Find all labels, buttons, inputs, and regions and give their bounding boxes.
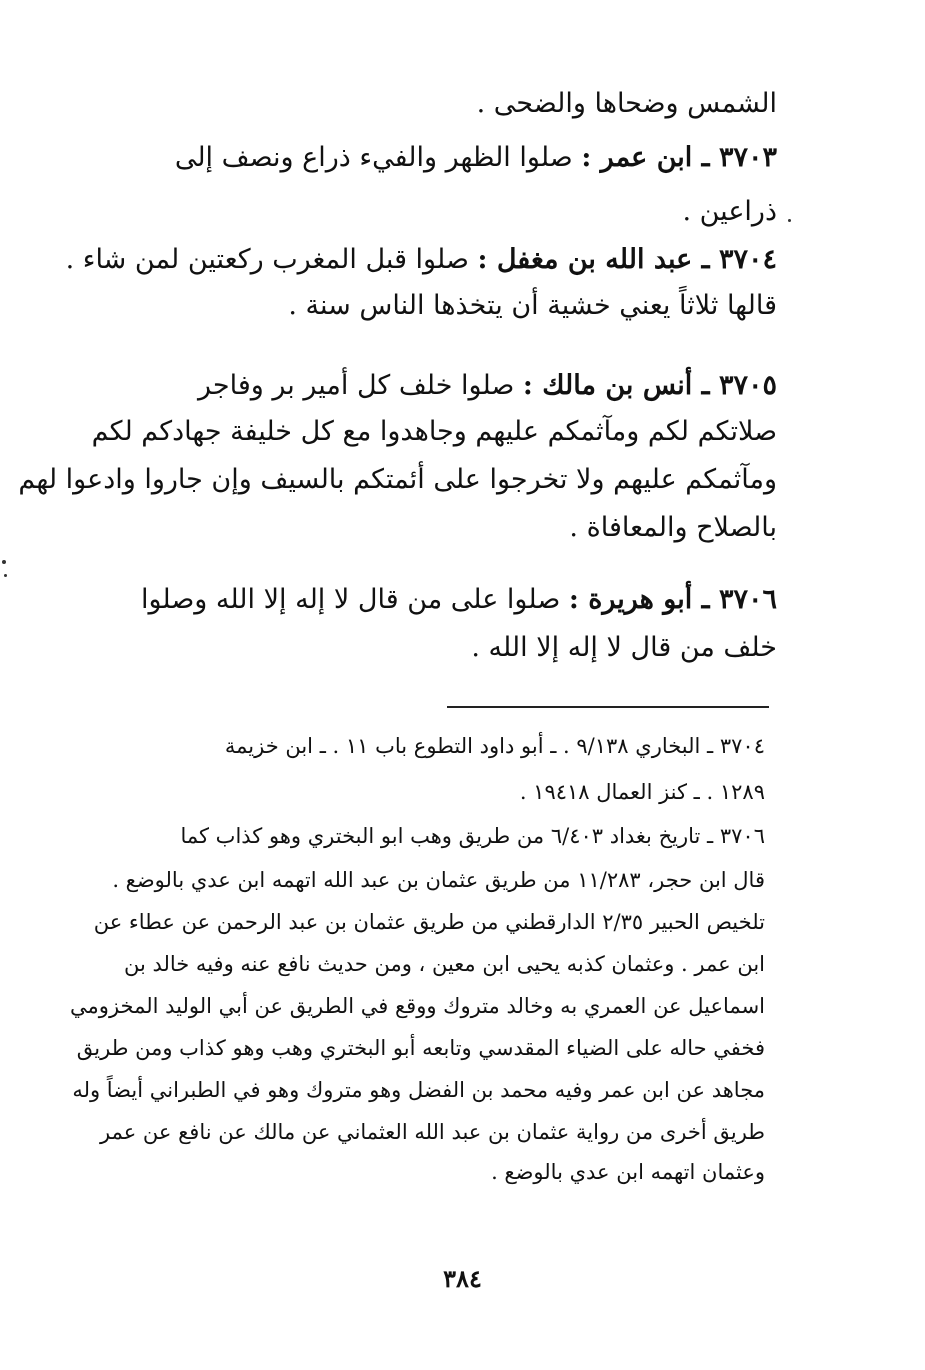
scan-speck [788, 219, 791, 222]
entry-3706-text-a: صلوا على من قال لا إله إلا الله وصلوا [140, 584, 561, 615]
footnote-3706-line: وعثمان اتهمه ابن عدي بالوضع . [491, 1160, 765, 1184]
footnote-3706-line: طريق أخرى من رواية عثمان بن عبد الله العثماني عن مالك عن نافع عن عمر [100, 1120, 765, 1144]
text-line-intro: الشمس وضحاها والضحى . [476, 88, 777, 119]
footnote-3704-line-a: ٣٧٠٤ ـ البخاري ٩/١٣٨ . ـ أبو داود التطوع باب ١١ . ـ ابن خزيمة [224, 734, 765, 758]
scan-speck [4, 574, 7, 577]
footnote-3706-line: تلخيص الحبير ٢/٣٥ الدارقطني من طريق عثمان بن عبد الرحمن عن عطاء عن [93, 910, 765, 934]
entry-3704-line-a [65, 244, 777, 288]
footnote-3706-line: اسماعيل عن العمري به وخالد متروك ووقع في الطريق عن أبي الوليد المخزومي [70, 994, 765, 1018]
entry-3706-line-b: خلف من قال لا إله إلا الله . [471, 632, 777, 663]
entry-3703-heading: ٣٧٠٣ ـ ابن عمر : [581, 142, 777, 173]
entry-3705-text-a: صلوا خلف كل أمير بر وفاجر [198, 370, 515, 401]
footnote-3706-line: فخفي حاله على الضياء المقدسي وتابعه أبو البختري وهب وهو كذاب ومن طريق [76, 1036, 765, 1060]
entry-3706-line-a [97, 584, 777, 628]
entry-3704-text-a: صلوا قبل المغرب ركعتين لمن شاء . [65, 244, 469, 275]
entry-3703-line-a [97, 142, 777, 186]
entry-3705-line-a [97, 370, 777, 414]
entry-3705-line-c: ومآثمكم عليهم ولا تخرجوا على أئمتكم بالسيف وإن جاروا وادعوا لهم [18, 464, 777, 495]
page-number: ٣٨٤ [443, 1264, 482, 1293]
entry-3703-text-a: صلوا الظهر والفيء ذراع ونصف إلى [174, 142, 573, 173]
footnote-3706-line: ابن عمر . وعثمان كذبه يحيى ابن معين ، ومن حديث نافع عنه وفيه خالد بن [123, 952, 765, 976]
entry-3704-heading: ٣٧٠٤ ـ عبد الله بن مغفل : [477, 244, 777, 275]
entry-3703-line-b: ذراعين . [682, 196, 777, 227]
footnote-divider [447, 706, 769, 708]
footnote-3706-line: قال ابن حجر، ١١/٢٨٣ من طريق عثمان بن عبد الله اتهمه ابن عدي بالوضع . [112, 868, 765, 892]
footnote-3706-line: مجاهد عن ابن عمر وفيه محمد بن الفضل وهو متروك وهو في الطبراني أيضاً وله [72, 1078, 765, 1102]
footnote-3706-line: ٣٧٠٦ ـ تاريخ بغداد ٦/٤٠٣ من طريق وهب ابو البختري وهو كذاب كما [180, 824, 765, 848]
entry-3705-heading: ٣٧٠٥ ـ أنس بن مالك : [522, 370, 777, 401]
entry-3705-line-d: بالصلاح والمعافاة . [569, 512, 777, 543]
scan-speck [2, 560, 6, 564]
footnote-3704-line-b: ١٢٨٩ . ـ كنز العمال ١٩٤١٨ . [519, 780, 765, 804]
entry-3704-line-b: قالها ثلاثاً يعني خشية أن يتخذها الناس سنة . [288, 290, 777, 321]
entry-3705-line-b: صلاتكم لكم ومآثمكم عليهم وجاهدوا مع كل خليفة جهادكم لكم [91, 416, 777, 447]
entry-3706-heading: ٣٧٠٦ ـ أبو هريرة : [568, 584, 777, 615]
